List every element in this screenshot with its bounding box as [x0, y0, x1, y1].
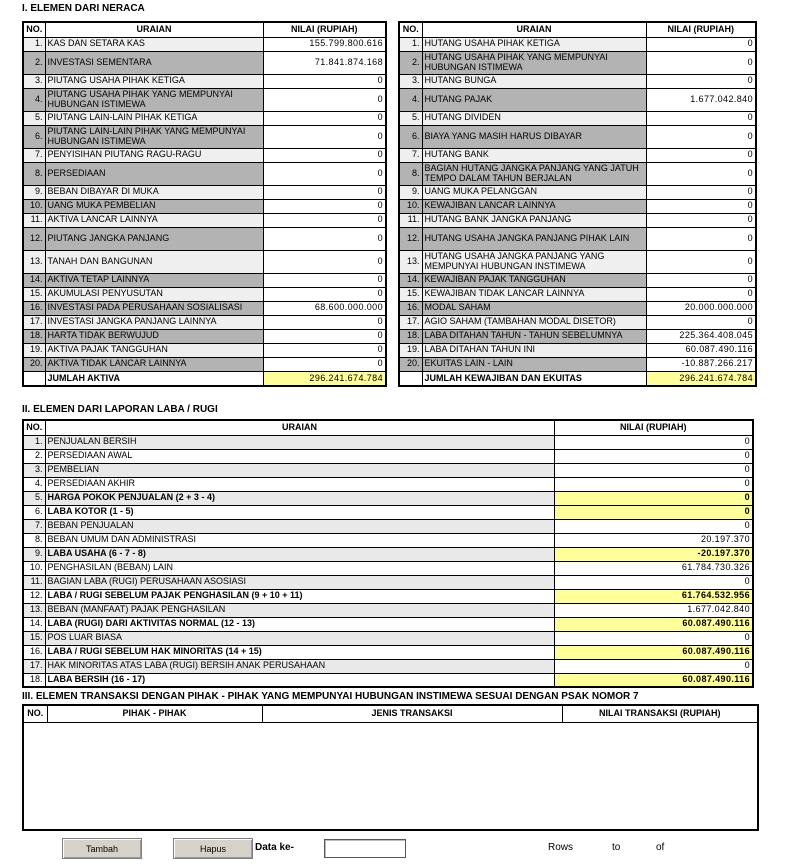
row-number-cell: 16. [23, 645, 45, 659]
row-label-cell: HUTANG BANK JANGKA PANJANG [422, 213, 646, 227]
row-label-cell: PIUTANG LAIN-LAIN PIHAK KETIGA [45, 111, 263, 125]
table-row [23, 199, 386, 213]
table-row [23, 519, 753, 533]
table-row [23, 435, 753, 449]
row-label-cell: PERSEDIAAN [45, 162, 263, 185]
of-label: of [656, 842, 665, 853]
table-row [23, 505, 753, 519]
row-value-cell: 71.841.874.168 [263, 51, 386, 74]
row-number-cell: 10. [23, 561, 45, 575]
row-number-cell: 1. [23, 37, 45, 51]
row-value-cell: 0 [646, 273, 756, 287]
table-row [23, 51, 386, 74]
table-row [23, 463, 753, 477]
table-row [23, 287, 386, 301]
row-label-cell: KEWAJIBAN PAJAK TANGGUHAN [422, 273, 646, 287]
table-row [399, 287, 756, 301]
row-value-cell: -20.197.370 [554, 547, 753, 561]
row-label-cell: KEWAJIBAN TIDAK LANCAR LAINNYA [422, 287, 646, 301]
column-header: URAIAN [45, 420, 554, 435]
row-label-cell: LABA (RUGI) DARI AKTIVITAS NORMAL (12 - 13) [45, 617, 554, 631]
table-row [23, 329, 386, 343]
table-row [399, 88, 756, 111]
row-number-cell: 12. [399, 227, 422, 250]
row-number-cell: 18. [399, 329, 422, 343]
row-label-cell: PIUTANG USAHA PIHAK KETIGA [45, 74, 263, 88]
data-ke-label: Data ke- [255, 842, 294, 853]
row-number-cell: 11. [399, 213, 422, 227]
table-row [23, 315, 386, 329]
row-value-cell: 0 [646, 148, 756, 162]
row-label-cell: HARGA POKOK PENJUALAN (2 + 3 - 4) [45, 491, 554, 505]
row-number-cell: 19. [399, 343, 422, 357]
column-header-pihak: PIHAK - PIHAK [47, 705, 262, 722]
row-value-cell: 0 [263, 250, 386, 273]
row-label-cell: MODAL SAHAM [422, 301, 646, 315]
row-label-cell: EKUITAS LAIN - LAIN [422, 357, 646, 371]
column-header: NILAI (RUPIAH) [263, 22, 386, 37]
row-value-cell: 60.087.490.116 [554, 617, 753, 631]
row-value-cell: 0 [263, 162, 386, 185]
table-row [399, 343, 756, 357]
total-row [399, 371, 756, 386]
table-row [399, 111, 756, 125]
table-row [399, 329, 756, 343]
table-row [23, 603, 753, 617]
row-label-cell: PIUTANG LAIN-LAIN PIHAK YANG MEMPUNYAI HUBUNGAN ISTIMEWA [45, 125, 263, 148]
row-number-cell: 20. [23, 357, 45, 371]
row-number-cell: 2. [399, 51, 422, 74]
hapus-button[interactable]: Hapus [173, 838, 253, 859]
row-value-cell: 0 [263, 227, 386, 250]
transaksi-empty-body [23, 722, 758, 830]
row-number-cell: 4. [23, 88, 45, 111]
table-row [23, 449, 753, 463]
row-value-cell: 0 [263, 125, 386, 148]
row-number-cell: 3. [23, 74, 45, 88]
laba-rugi-table [22, 419, 754, 688]
row-label-cell: PENJUALAN BERSIH [45, 435, 554, 449]
row-label-cell: LABA BERSIH (16 - 17) [45, 673, 554, 687]
table-row [399, 51, 756, 74]
table-row [23, 673, 753, 687]
row-label-cell: HUTANG USAHA JANGKA PANJANG PIHAK LAIN [422, 227, 646, 250]
column-header: URAIAN [422, 22, 646, 37]
row-label-cell: LABA USAHA (6 - 7 - 8) [45, 547, 554, 561]
row-value-cell: 0 [646, 162, 756, 185]
row-value-cell: 0 [646, 287, 756, 301]
transaksi-empty-area[interactable] [23, 722, 758, 830]
row-number-cell: 12. [23, 227, 45, 250]
table-row [399, 74, 756, 88]
row-number-cell: 17. [399, 315, 422, 329]
neraca-aktiva-table [22, 21, 387, 387]
table-row [23, 162, 386, 185]
table-row [399, 357, 756, 371]
section2-title: II. ELEMEN DARI LAPORAN LABA / RUGI [22, 404, 218, 415]
column-header-nilai: NILAI TRANSAKSI (RUPIAH) [562, 705, 758, 722]
table-row [399, 37, 756, 51]
table-row [23, 111, 386, 125]
row-number-cell: 13. [399, 250, 422, 273]
row-number-cell: 13. [23, 603, 45, 617]
row-label-cell: INVESTASI JANGKA PANJANG LAINNYA [45, 315, 263, 329]
row-value-cell: 0 [554, 463, 753, 477]
table-row [399, 125, 756, 148]
total-number-cell [23, 371, 45, 386]
table-row [23, 343, 386, 357]
row-value-cell: 0 [646, 315, 756, 329]
row-number-cell: 8. [399, 162, 422, 185]
row-value-cell: 0 [646, 250, 756, 273]
row-value-cell: 0 [263, 343, 386, 357]
row-number-cell: 9. [399, 185, 422, 199]
transaksi-header-row [23, 705, 758, 722]
row-value-cell: 61.764.532.956 [554, 589, 753, 603]
row-label-cell: LABA DITAHAN TAHUN INI [422, 343, 646, 357]
header-row [399, 22, 756, 37]
neraca-kewajiban-table [398, 21, 757, 387]
row-label-cell: BEBAN PENJUALAN [45, 519, 554, 533]
table-row [23, 561, 753, 575]
row-label-cell: AKTIVA TIDAK LANCAR LAINNYA [45, 357, 263, 371]
total-number-cell [399, 371, 422, 386]
row-label-cell: POS LUAR BIASA [45, 631, 554, 645]
row-label-cell: PEMBELIAN [45, 463, 554, 477]
table-row [23, 250, 386, 273]
row-number-cell: 16. [399, 301, 422, 315]
row-value-cell: 0 [263, 329, 386, 343]
row-label-cell: BEBAN UMUM DAN ADMINISTRASI [45, 533, 554, 547]
row-value-cell: 0 [263, 199, 386, 213]
table-row [23, 213, 386, 227]
row-number-cell: 17. [23, 659, 45, 673]
table-row [399, 250, 756, 273]
row-label-cell: LABA / RUGI SEBELUM PAJAK PENGHASILAN (9 + 10 + 11) [45, 589, 554, 603]
column-header: NO. [399, 22, 422, 37]
row-number-cell: 4. [23, 477, 45, 491]
row-number-cell: 11. [23, 575, 45, 589]
row-value-cell: 0 [263, 357, 386, 371]
row-label-cell: KAS DAN SETARA KAS [45, 37, 263, 51]
row-number-cell: 8. [23, 533, 45, 547]
total-row [23, 371, 386, 386]
row-value-cell: 0 [554, 505, 753, 519]
row-label-cell: PIUTANG JANGKA PANJANG [45, 227, 263, 250]
row-number-cell: 15. [399, 287, 422, 301]
table-row [399, 301, 756, 315]
row-value-cell: 0 [263, 148, 386, 162]
table-row [23, 533, 753, 547]
row-value-cell: 1.677.042.840 [554, 603, 753, 617]
row-number-cell: 9. [23, 185, 45, 199]
row-number-cell: 6. [23, 125, 45, 148]
row-number-cell: 18. [23, 329, 45, 343]
total-value-cell: 296.241.674.784 [263, 371, 386, 386]
row-number-cell: 6. [23, 505, 45, 519]
row-value-cell: 0 [554, 659, 753, 673]
header-row [23, 22, 386, 37]
row-value-cell: 0 [646, 199, 756, 213]
row-value-cell: 0 [263, 213, 386, 227]
table-row [399, 185, 756, 199]
row-number-cell: 7. [23, 519, 45, 533]
row-label-cell: HUTANG USAHA JANGKA PANJANG YANG MEMPUNYAI HUBUNGAN INSTIMEWA [422, 250, 646, 273]
row-value-cell: 20.000.000.000 [646, 301, 756, 315]
row-number-cell: 12. [23, 589, 45, 603]
row-label-cell: AKTIVA PAJAK TANGGUHAN [45, 343, 263, 357]
data-ke-input[interactable] [324, 839, 406, 858]
row-value-cell: 0 [646, 111, 756, 125]
row-number-cell: 16. [23, 301, 45, 315]
table-row [23, 491, 753, 505]
row-label-cell: HUTANG PAJAK [422, 88, 646, 111]
table-row [23, 645, 753, 659]
table-row [399, 227, 756, 250]
row-value-cell: 0 [263, 88, 386, 111]
table-row [23, 125, 386, 148]
total-label-cell: JUMLAH KEWAJIBAN DAN EKUITAS [422, 371, 646, 386]
row-label-cell: BEBAN (MANFAAT) PAJAK PENGHASILAN [45, 603, 554, 617]
row-value-cell: -10.887.266.217 [646, 357, 756, 371]
row-number-cell: 3. [399, 74, 422, 88]
row-value-cell: 0 [263, 287, 386, 301]
row-value-cell: 0 [263, 185, 386, 199]
row-value-cell: 0 [263, 273, 386, 287]
row-number-cell: 10. [399, 199, 422, 213]
row-value-cell: 60.087.490.116 [554, 645, 753, 659]
row-value-cell: 0 [646, 37, 756, 51]
row-value-cell: 0 [646, 213, 756, 227]
column-header-no: NO. [23, 705, 47, 722]
table-row [23, 273, 386, 287]
row-number-cell: 18. [23, 673, 45, 687]
row-value-cell: 1.677.042.840 [646, 88, 756, 111]
row-label-cell: PENGHASILAN (BEBAN) LAIN [45, 561, 554, 575]
row-label-cell: INVESTASI SEMENTARA [45, 51, 263, 74]
row-value-cell: 0 [646, 185, 756, 199]
row-value-cell: 0 [646, 125, 756, 148]
row-number-cell: 5. [23, 491, 45, 505]
table-row [399, 162, 756, 185]
row-number-cell: 5. [23, 111, 45, 125]
row-value-cell: 225.364.408.045 [646, 329, 756, 343]
row-value-cell: 61.784.730.326 [554, 561, 753, 575]
row-number-cell: 11. [23, 213, 45, 227]
column-header: NILAI (RUPIAH) [554, 420, 753, 435]
row-number-cell: 3. [23, 463, 45, 477]
total-label-cell: JUMLAH AKTIVA [45, 371, 263, 386]
row-number-cell: 15. [23, 287, 45, 301]
rows-label: Rows [548, 842, 574, 853]
row-number-cell: 2. [23, 449, 45, 463]
row-value-cell: 0 [554, 477, 753, 491]
table-row [23, 477, 753, 491]
row-label-cell: HARTA TIDAK BERWUJUD [45, 329, 263, 343]
table-row [23, 227, 386, 250]
table-row [23, 631, 753, 645]
row-number-cell: 5. [399, 111, 422, 125]
transaksi-table [22, 704, 759, 831]
column-header: NO. [23, 22, 45, 37]
table-row [23, 659, 753, 673]
row-label-cell: INVESTASI PADA PERUSAHAAN SOSIALISASI [45, 301, 263, 315]
row-number-cell: 13. [23, 250, 45, 273]
row-value-cell: 0 [554, 435, 753, 449]
row-label-cell: PERSEDIAAN AKHIR [45, 477, 554, 491]
column-header: NO. [23, 420, 45, 435]
row-label-cell: AKUMULASI PENYUSUTAN [45, 287, 263, 301]
row-value-cell: 0 [646, 227, 756, 250]
row-number-cell: 8. [23, 162, 45, 185]
row-value-cell: 60.087.490.116 [554, 673, 753, 687]
tambah-button[interactable]: Tambah [62, 838, 142, 859]
row-number-cell: 1. [23, 435, 45, 449]
row-value-cell: 20.197.370 [554, 533, 753, 547]
to-label: to [612, 842, 621, 853]
row-label-cell: PERSEDIAAN AWAL [45, 449, 554, 463]
row-value-cell: 60.087.490.116 [646, 343, 756, 357]
row-label-cell: BIAYA YANG MASIH HARUS DIBAYAR [422, 125, 646, 148]
section3-title: III. ELEMEN TRANSAKSI DENGAN PIHAK - PIHAK YANG MEMPUNYAI HUBUNGAN INSTIMEWA SESUAI DENGAN PSAK NOMOR 7 [22, 691, 639, 702]
table-row [23, 301, 386, 315]
table-row [23, 74, 386, 88]
table-row [23, 617, 753, 631]
row-number-cell: 7. [399, 148, 422, 162]
row-label-cell: HUTANG DIVIDEN [422, 111, 646, 125]
row-value-cell: 0 [554, 575, 753, 589]
row-value-cell: 155.799.800.616 [263, 37, 386, 51]
row-number-cell: 10. [23, 199, 45, 213]
table-row [23, 575, 753, 589]
row-number-cell: 9. [23, 547, 45, 561]
table-row [23, 357, 386, 371]
row-label-cell: UANG MUKA PELANGGAN [422, 185, 646, 199]
row-value-cell: 0 [263, 315, 386, 329]
row-value-cell: 0 [646, 51, 756, 74]
table-row [23, 589, 753, 603]
table-row [399, 273, 756, 287]
total-value-cell: 296.241.674.784 [646, 371, 756, 386]
row-value-cell: 0 [263, 74, 386, 88]
header-row [23, 420, 753, 435]
column-header: NILAI (RUPIAH) [646, 22, 756, 37]
row-number-cell: 14. [23, 617, 45, 631]
row-value-cell: 0 [263, 111, 386, 125]
column-header-jenis: JENIS TRANSAKSI [262, 705, 562, 722]
row-number-cell: 1. [399, 37, 422, 51]
row-number-cell: 15. [23, 631, 45, 645]
row-label-cell: LABA KOTOR (1 - 5) [45, 505, 554, 519]
table-row [23, 547, 753, 561]
row-label-cell: PENYISIHAN PIUTANG RAGU-RAGU [45, 148, 263, 162]
row-label-cell: BEBAN DIBAYAR DI MUKA [45, 185, 263, 199]
row-label-cell: BAGIAN HUTANG JANGKA PANJANG YANG JATUH TEMPO DALAM TAHUN BERJALAN [422, 162, 646, 185]
row-number-cell: 20. [399, 357, 422, 371]
row-label-cell: LABA / RUGI SEBELUM HAK MINORITAS (14 + 15) [45, 645, 554, 659]
row-value-cell: 0 [554, 491, 753, 505]
row-number-cell: 14. [23, 273, 45, 287]
row-label-cell: HAK MINORITAS ATAS LABA (RUGI) BERSIH ANAK PERUSAHAAN [45, 659, 554, 673]
section1-title: I. ELEMEN DARI NERACA [22, 3, 145, 14]
column-header: URAIAN [45, 22, 263, 37]
table-row [23, 88, 386, 111]
table-row [399, 199, 756, 213]
row-number-cell: 14. [399, 273, 422, 287]
row-label-cell: HUTANG USAHA PIHAK YANG MEMPUNYAI HUBUNGAN ISTIMEWA [422, 51, 646, 74]
table-row [399, 213, 756, 227]
row-number-cell: 7. [23, 148, 45, 162]
row-value-cell: 0 [554, 519, 753, 533]
table-row [399, 148, 756, 162]
table-row [23, 148, 386, 162]
row-value-cell: 68.600.000.000 [263, 301, 386, 315]
table-row [399, 315, 756, 329]
row-label-cell: HUTANG BANK [422, 148, 646, 162]
row-label-cell: AKTIVA TETAP LAINNYA [45, 273, 263, 287]
row-label-cell: LABA DITAHAN TAHUN - TAHUN SEBELUMNYA [422, 329, 646, 343]
table-row [23, 185, 386, 199]
row-number-cell: 19. [23, 343, 45, 357]
row-number-cell: 17. [23, 315, 45, 329]
row-label-cell: HUTANG BUNGA [422, 74, 646, 88]
row-label-cell: AGIO SAHAM (TAMBAHAN MODAL DISETOR) [422, 315, 646, 329]
row-label-cell: PIUTANG USAHA PIHAK YANG MEMPUNYAI HUBUNGAN ISTIMEWA [45, 88, 263, 111]
row-value-cell: 0 [554, 449, 753, 463]
row-number-cell: 4. [399, 88, 422, 111]
row-label-cell: KEWAJIBAN LANCAR LAINNYA [422, 199, 646, 213]
row-value-cell: 0 [554, 631, 753, 645]
row-label-cell: BAGIAN LABA (RUGI) PERUSAHAAN ASOSIASI [45, 575, 554, 589]
row-number-cell: 6. [399, 125, 422, 148]
row-label-cell: UANG MUKA PEMBELIAN [45, 199, 263, 213]
row-label-cell: TANAH DAN BANGUNAN [45, 250, 263, 273]
row-number-cell: 2. [23, 51, 45, 74]
table-row [23, 37, 386, 51]
row-label-cell: HUTANG USAHA PIHAK KETIGA [422, 37, 646, 51]
row-value-cell: 0 [646, 74, 756, 88]
row-label-cell: AKTIVA LANCAR LAINNYA [45, 213, 263, 227]
